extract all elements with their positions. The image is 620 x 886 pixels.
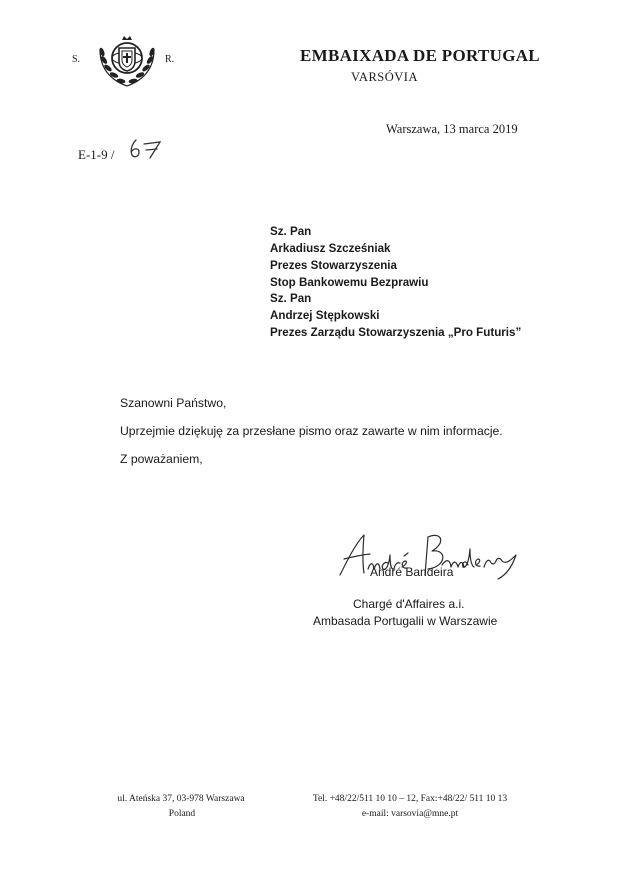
seal-letter-r: R.	[165, 54, 175, 65]
signer-title: Chargé d'Affaires a.i.	[353, 597, 465, 611]
reference-number: E-1-9 /	[78, 147, 115, 162]
recipient-2-line-2: Andrzej Stępkowski	[270, 309, 380, 322]
recipient-1-line-2: Arkadiusz Szcześniak	[270, 242, 391, 255]
body-text: Uprzejmie dziękuję za przesłane pismo oraz zawarte w nim informacje.	[120, 424, 503, 438]
recipient-2-line-3: Prezes Zarządu Stowarzyszenia „Pro Futuris”	[270, 326, 522, 339]
footer-contact-phone-fax: Tel. +48/22/511 10 10 – 12, Fax:+48/22/ 511 10 13	[312, 794, 508, 804]
closing: Z poważaniem,	[120, 452, 203, 466]
signer-organization: Ambasada Portugalii w Warszawie	[313, 614, 498, 628]
recipient-address-1	[270, 223, 428, 291]
recipient-address-2	[270, 290, 521, 341]
recipient-1-line-3: Prezes Stowarzyszenia	[270, 259, 397, 272]
date-line: Warszawa, 13 marca 2019	[386, 122, 518, 136]
handwritten-reference-number	[128, 136, 168, 160]
recipient-1-line-4: Stop Bankowemu Bezprawiu	[270, 276, 429, 289]
embassy-city: VARSÓVIA	[351, 70, 418, 84]
footer-address	[110, 792, 252, 822]
recipient-2-line-1: Sz. Pan	[270, 292, 312, 305]
footer-contact-email: e-mail: varsovia@mne.pt	[361, 809, 459, 819]
portuguese-coat-of-arms-icon	[92, 28, 162, 90]
footer-contact	[298, 792, 522, 822]
embassy-name: EMBAIXADA DE PORTUGAL	[300, 46, 540, 65]
footer-address-line-1: ul. Ateńska 37, 03-978 Warszawa	[117, 794, 245, 804]
seal-letter-s: S.	[72, 54, 81, 65]
footer-address-line-2: Poland	[168, 809, 196, 819]
signer-name: André Bandeira	[370, 565, 454, 579]
salutation: Szanowni Państwo,	[120, 396, 227, 410]
recipient-1-line-1: Sz. Pan	[270, 225, 312, 238]
